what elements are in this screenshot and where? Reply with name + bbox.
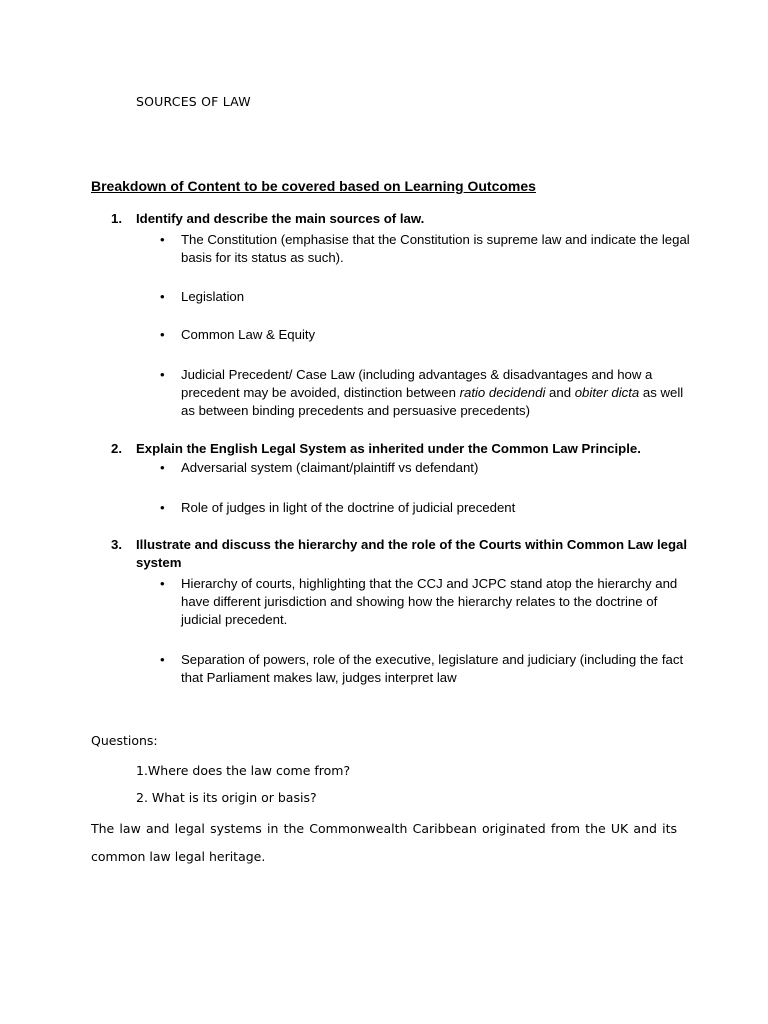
outcome-number: 3. [111,537,122,552]
list-item-text: The Constitution (emphasise that the Constitution is supreme law and indicate the legal basis for its status as such). [181,232,690,265]
list-item-text [160,366,690,420]
document-title: SOURCES OF LAW [136,94,251,109]
list-item [160,288,690,306]
body-paragraph: The law and legal systems in the Commonwealth Caribbean originated from the UK and its common law legal heritage. [91,821,677,864]
list-item [160,499,690,517]
bullet-marker: • [160,576,165,591]
bullet-marker: • [160,327,165,342]
bullet-marker: • [160,460,165,475]
italic-term: obiter dicta [574,385,640,400]
learning-outcome-1 [111,210,701,228]
bullet-marker: • [160,500,165,515]
list-item [160,231,690,267]
bullet-marker: • [160,367,165,382]
list-item [160,459,690,477]
list-item-text: Legislation [181,289,245,304]
list-item-text: Hierarchy of courts, highlighting that the CCJ and JCPC stand atop the hierarchy and have different jurisdiction and showing how the hierarchy relates to the doctrine of judicial precedent. [181,576,678,627]
outcome-number: 1. [111,211,122,226]
question-item: 1.Where does the law come from? [136,763,351,778]
text-run: Judicial Precedent/ Case Law (including advantages & disadvantages and how a precedent may be avoided, distinction between [181,367,653,400]
list-item-text: Role of judges in light of the doctrine of judicial precedent [181,500,516,515]
learning-outcome-3 [111,536,701,572]
outcome-title: Illustrate and discuss the hierarchy and the role of the Courts within Common Law legal system [136,537,688,570]
bullet-marker: • [160,232,165,247]
list-item [160,575,690,629]
text-run: and [545,385,575,400]
outcome-title: Identify and describe the main sources of law. [136,211,425,226]
list-item-text: Common Law & Equity [181,327,316,342]
list-item [160,651,690,687]
question-item: 2. What is its origin or basis? [136,790,317,805]
italic-term: ratio decidendi [459,385,546,400]
bullet-marker: • [160,289,165,304]
outcome-title: Explain the English Legal System as inherited under the Common Law Principle. [136,441,641,456]
content-breakdown-heading: Breakdown of Content to be covered based on Learning Outcomes [91,178,536,194]
list-item-text: Separation of powers, role of the executive, legislature and judiciary (including the fact that Parliament makes law, judges interpret law [181,652,684,685]
list-item [160,326,690,344]
learning-outcome-2 [111,440,701,458]
list-item [160,366,690,420]
questions-label: Questions: [91,733,158,748]
list-item-text: Adversarial system (claimant/plaintiff vs defendant) [181,460,479,475]
outcome-number: 2. [111,441,122,456]
text-run: as well as between binding precedents and persuasive precedents) [181,385,684,418]
bullet-marker: • [160,652,165,667]
